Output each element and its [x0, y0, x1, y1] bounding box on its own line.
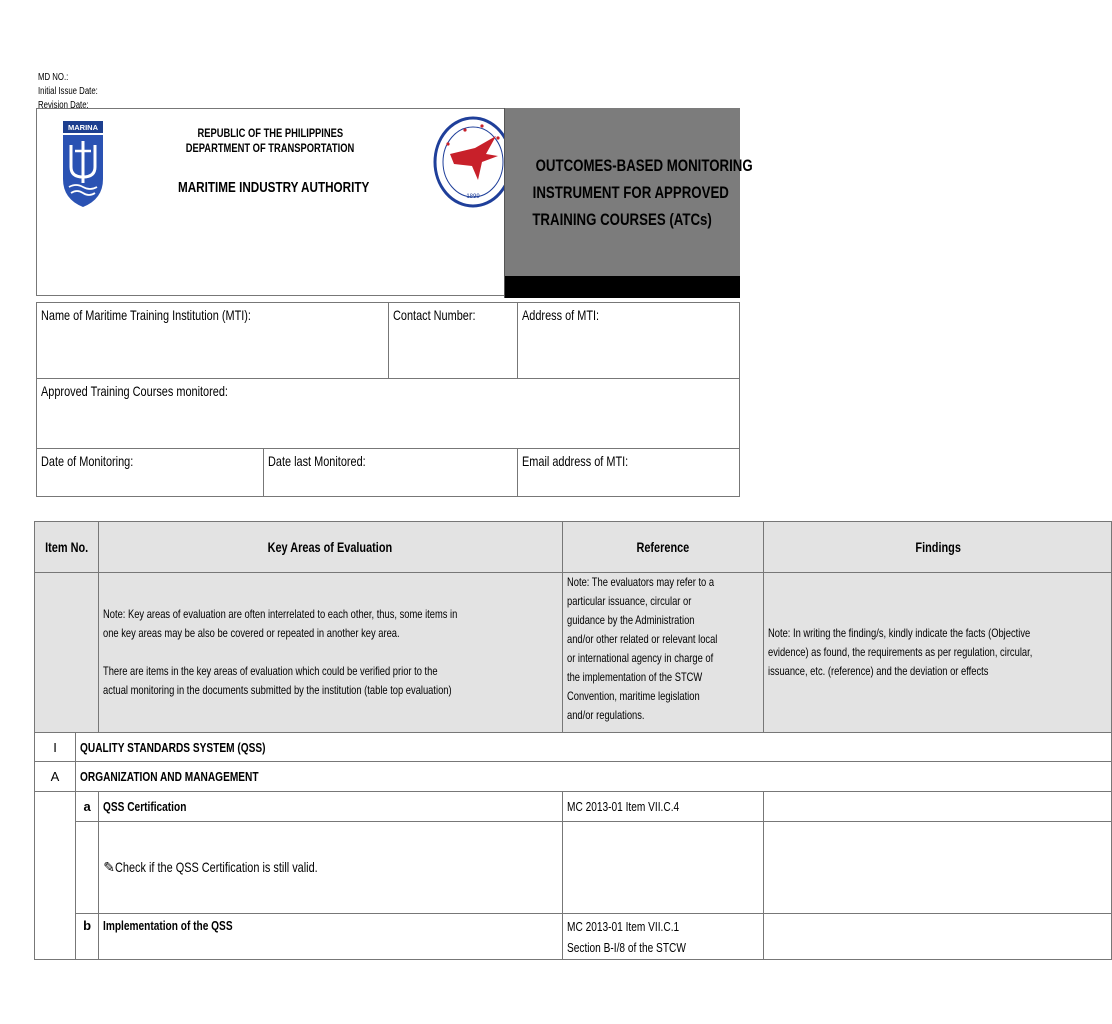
check-instruction-text: Check if the QSS Certification is still valid. [114, 859, 318, 875]
title-panel [504, 108, 753, 298]
item-reference: MC 2013-01 Item VII.C.1 Section B-I/8 of the STCW [562, 914, 764, 960]
title-band [505, 276, 740, 298]
address-field[interactable] [518, 303, 740, 379]
republic-text: REPUBLIC OF THE PHILIPPINES [197, 126, 343, 140]
initial-issue-date: Initial Issue Date: [38, 86, 98, 97]
table-header-row [35, 522, 1112, 573]
notes-item-cell [35, 573, 99, 733]
table-row [35, 822, 1112, 914]
marina-logo [63, 121, 103, 207]
document-header [36, 108, 753, 296]
header-findings: Findings [764, 522, 1112, 573]
email-label: Email address of MTI: [522, 453, 629, 469]
item-letter: b [76, 914, 99, 960]
dotr-seal-year: 1899 [466, 194, 480, 200]
marina-logo-text: MARINA [68, 123, 98, 132]
email-field[interactable] [518, 449, 740, 497]
header-reference: Reference [562, 522, 764, 573]
title-line-2: INSTRUMENT FOR APPROVED [532, 183, 729, 202]
revision-date: Revision Date: [38, 100, 89, 111]
item-spacer-cell [35, 792, 76, 960]
item-findings-cell[interactable] [764, 792, 1112, 822]
header-item-no: Item No. [35, 522, 99, 573]
evaluation-table [34, 521, 1112, 960]
key-areas-note: Note: Key areas of evaluation are often interrelated to each other, thus, some items in one key areas may be also be covered or repeated in another key area. There are items in the key areas of evaluation which could be verified prior to the actual monitoring in the documents submitted by the institution (table top evaluation) [99, 573, 562, 733]
authority-name [149, 179, 399, 196]
item-title: QSS Certification [99, 792, 562, 822]
subsection-number: A [35, 762, 76, 792]
title-line-3: TRAINING COURSES (ATCs) [532, 210, 713, 229]
contact-number-label: Contact Number: [393, 307, 476, 323]
department-text: DEPARTMENT OF TRANSPORTATION [185, 141, 355, 155]
contact-number-field[interactable] [389, 303, 518, 379]
section-row-qss [35, 733, 1112, 762]
subsection-title: ORGANIZATION AND MANAGEMENT [76, 762, 1112, 792]
mti-name-field[interactable] [37, 303, 389, 379]
date-monitoring-label: Date of Monitoring: [41, 453, 134, 469]
item-findings-cell[interactable] [764, 914, 1112, 960]
authority-text: MARITIME INDUSTRY AUTHORITY [178, 179, 370, 196]
notes-row [35, 573, 1112, 733]
title-line-1: OUTCOMES-BASED MONITORING [535, 156, 753, 175]
header-key-areas: Key Areas of Evaluation [99, 522, 562, 573]
section-row-organization [35, 762, 1112, 792]
check-instruction [99, 822, 562, 914]
date-monitoring-field[interactable] [37, 449, 264, 497]
pencil-icon: ✎ [103, 859, 115, 875]
institution-info-table [36, 302, 740, 497]
courses-field[interactable] [37, 379, 740, 449]
section-title: QUALITY STANDARDS SYSTEM (QSS) [76, 733, 1112, 762]
section-number: I [35, 733, 76, 762]
table-row [35, 792, 1112, 822]
check-findings-cell[interactable] [764, 822, 1112, 914]
table-row [35, 914, 1112, 960]
md-number: MD NO.: [38, 72, 69, 83]
courses-label: Approved Training Courses monitored: [41, 383, 228, 399]
document-title [505, 152, 753, 233]
item-reference: MC 2013-01 Item VII.C.4 [562, 792, 764, 822]
item-title: Implementation of the QSS [99, 914, 562, 960]
document-meta [38, 71, 115, 113]
date-last-monitored-label: Date last Monitored: [268, 453, 366, 469]
item-letter-empty [76, 822, 99, 914]
address-label: Address of MTI: [522, 307, 600, 323]
check-reference-cell [562, 822, 764, 914]
findings-note: Note: In writing the finding/s, kindly indicate the facts (Objective evidence) as found, the requirements as per regulation, circular, issuance, etc. (reference) and the deviation or effects [764, 573, 1112, 733]
date-last-monitored-field[interactable] [264, 449, 518, 497]
item-letter: a [76, 792, 99, 822]
reference-note: Note: The evaluators may refer to a particular issuance, circular or guidance by the Administration and/or other related or relevant local or international agency in charge of the implementation of the STCW Convention, maritime legislation and/or regulations. [562, 573, 764, 733]
mti-name-label: Name of Maritime Training Institution (MTI): [41, 307, 251, 323]
government-lines [145, 126, 395, 156]
